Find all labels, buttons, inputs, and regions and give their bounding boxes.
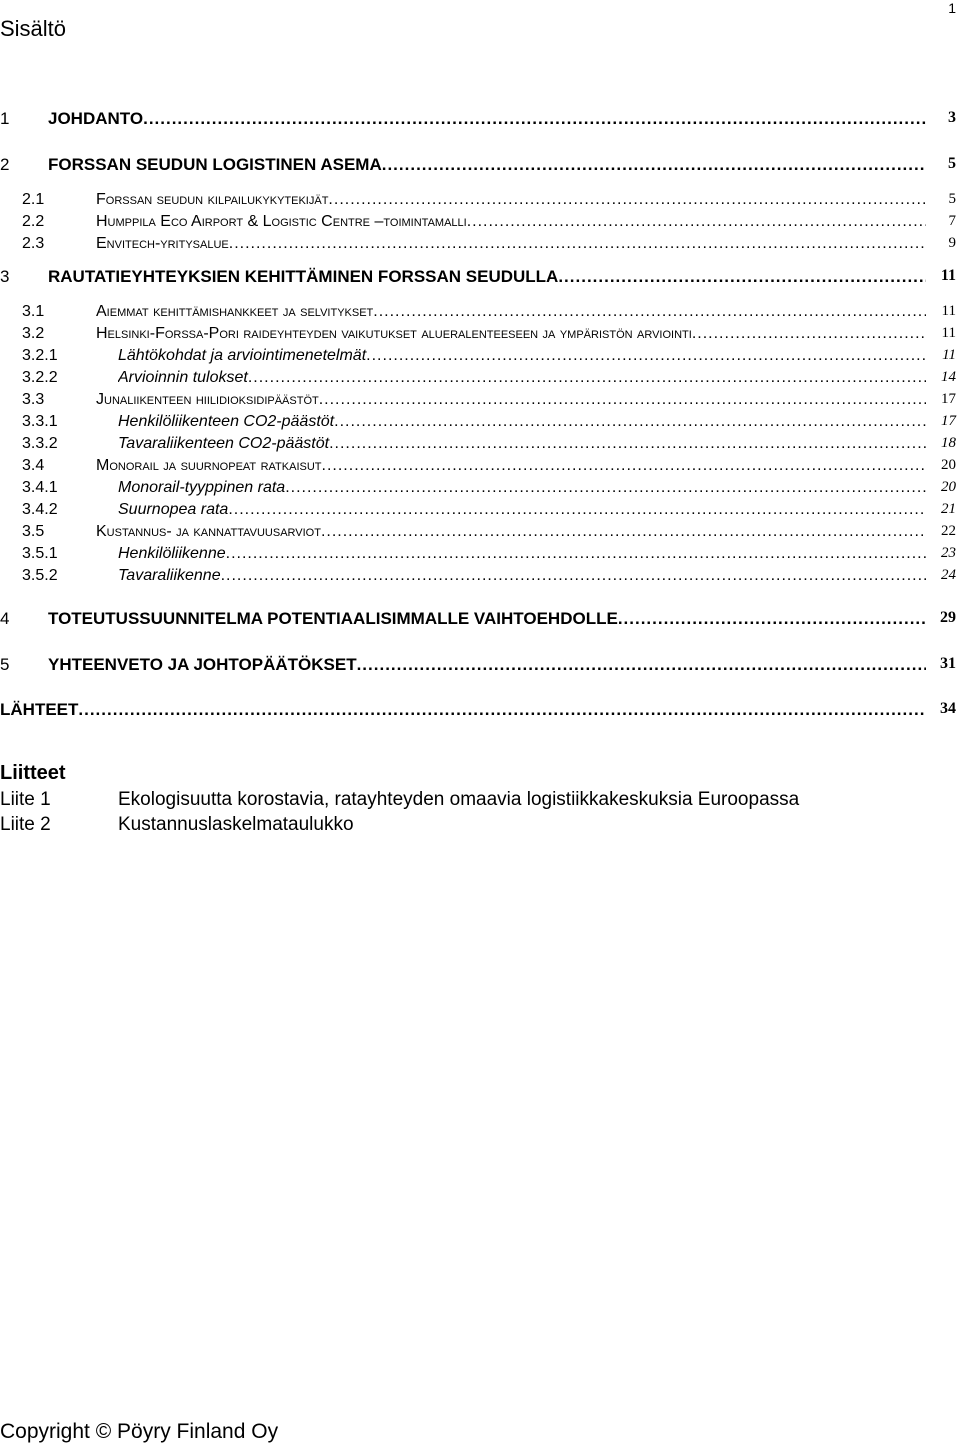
toc-entry-title: Forssan seudun kilpailukykytekijät (96, 191, 329, 208)
dot-leader (322, 457, 926, 475)
dot-leader (248, 369, 926, 387)
dot-leader (373, 303, 926, 321)
dot-leader (143, 109, 926, 129)
toc-entry-number: 3.5.2 (22, 567, 58, 584)
toc-entry-number: 3.3.2 (22, 435, 58, 452)
toc-entry-title: Tavaraliikenteen CO2-päästöt (118, 435, 330, 452)
toc-entry-title: TOTEUTUSSUUNNITELMA POTENTIAALISIMMALLE VAIHTOEHDOLLE (48, 609, 618, 628)
toc-entry-title: JOHDANTO (48, 109, 144, 128)
toc-entry-number: 3.4 (22, 457, 45, 474)
toc-entry-title: Lähtökohdat ja arviointimenetelmät (118, 347, 367, 364)
toc-entry-title: FORSSAN SEUDUN LOGISTINEN ASEMA (48, 155, 382, 174)
dot-leader (467, 213, 926, 231)
toc-entry-title: Henkilöliikenteen CO2-päästöt (118, 413, 335, 430)
page-number: 1 (948, 0, 956, 16)
toc-entry-page: 31 (940, 655, 956, 672)
appendix-text: Ekologisuutta korostavia, ratayhteyden omaavia logistiikkakeskuksia Euroopassa (118, 789, 800, 810)
dot-leader (329, 435, 926, 453)
toc-entry-title: YHTEENVETO JA JOHTOPÄÄTÖKSET (48, 655, 357, 674)
dot-leader (558, 267, 926, 287)
toc-entry-page: 7 (948, 213, 956, 229)
toc-entry-title: Suurnopea rata (118, 501, 229, 518)
copyright-footer: Copyright © Pöyry Finland Oy (0, 1420, 279, 1443)
dot-leader (618, 609, 926, 629)
toc-entry-page: 21 (941, 501, 956, 517)
toc-entry-number: 5 (0, 655, 10, 674)
toc-entry-page: 23 (941, 545, 956, 561)
toc-entry-page: 5 (948, 191, 956, 207)
toc-entry-page: 11 (941, 325, 956, 341)
toc-entry-title: RAUTATIEYHTEYKSIEN KEHITTÄMINEN FORSSAN SEUDULLA (48, 267, 559, 286)
dot-leader (357, 655, 926, 675)
toc-entry-title: Junaliikenteen hiilidioksidipäästöt (96, 391, 319, 408)
toc-entry-number: 2.2 (22, 213, 45, 230)
toc-entry-number: 3.2.2 (22, 369, 58, 386)
toc-entry-title: LÄHTEET (0, 700, 79, 719)
toc-heading: Sisältö (0, 16, 67, 41)
dot-leader (228, 501, 926, 519)
toc-entry-page: 20 (941, 479, 956, 495)
toc-entry-title: Aiemmat kehittämishankkeet ja selvitykset (96, 303, 374, 320)
toc-entry-page: 17 (941, 413, 956, 429)
toc-entry-title: Arvioinnin tulokset (118, 369, 248, 386)
dot-leader (319, 391, 926, 409)
toc-entry-title: Monorail ja suurnopeat ratkaisut (96, 457, 322, 474)
toc-entry-number: 4 (0, 609, 10, 628)
dot-leader (692, 325, 926, 343)
dot-leader (382, 155, 926, 175)
appendix-label: Liite 1 (0, 789, 51, 810)
toc-entry-number: 3.2.1 (22, 347, 58, 364)
toc-entry-page: 34 (940, 700, 956, 717)
toc-entry-number: 3.2 (22, 325, 45, 342)
toc-entry-page: 11 (940, 267, 956, 284)
toc-entry-number: 3 (0, 267, 10, 286)
toc-entry-page: 22 (941, 523, 956, 539)
toc-entry-title: Humppila Eco Airport & Logistic Centre –toimintamalli (96, 213, 467, 230)
dot-leader (226, 545, 926, 563)
toc-entry-page: 9 (948, 235, 956, 251)
toc-entry-page: 5 (948, 155, 956, 172)
dot-leader (334, 413, 926, 431)
toc-entry-page: 24 (941, 567, 956, 583)
toc-entry-page: 18 (941, 435, 956, 451)
toc-entry-title: Kustannus- ja kannattavuusarviot (96, 523, 321, 540)
toc-entry-number: 2.3 (22, 235, 45, 252)
toc-entry-number: 3.4.2 (22, 501, 58, 518)
dot-leader (229, 235, 926, 253)
toc-entry-title: Envitech-yritysalue (96, 235, 229, 252)
appendix-label: Liite 2 (0, 814, 51, 835)
dot-leader (366, 347, 926, 365)
dot-leader (78, 700, 926, 720)
dot-leader (285, 479, 926, 497)
toc-entry-title: Tavaraliikenne (118, 567, 221, 584)
toc-entry-number: 3.4.1 (22, 479, 58, 496)
appendix-text: Kustannuslaskelmataulukko (118, 814, 354, 835)
dot-leader (221, 567, 926, 585)
toc-entry-page: 17 (941, 391, 956, 407)
toc-entry-number: 3.5 (22, 523, 45, 540)
toc-entry-page: 3 (948, 109, 956, 126)
toc-entry-number: 2 (0, 155, 10, 174)
toc-entry-page: 11 (942, 347, 956, 363)
dot-leader (321, 523, 926, 541)
toc-entry-number: 3.5.1 (22, 545, 58, 562)
toc-entry-page: 29 (940, 609, 956, 626)
toc-entry-page: 11 (941, 303, 956, 319)
appendices-heading: Liitteet (0, 762, 66, 784)
toc-entry-title: Helsinki-Forssa-Pori raideyhteyden vaikutukset alueralenteeseen ja ympäristön arviointi (96, 325, 692, 342)
toc-entry-title: Henkilöliikenne (118, 545, 226, 562)
toc-entry-number: 3.3.1 (22, 413, 58, 430)
toc-entry-number: 2.1 (22, 191, 45, 208)
toc-entry-number: 1 (0, 109, 10, 128)
toc-entry-page: 14 (941, 369, 956, 385)
dot-leader (328, 191, 926, 209)
toc-entry-page: 20 (941, 457, 956, 473)
toc-entry-title: Monorail-tyyppinen rata (118, 479, 286, 496)
toc-entry-number: 3.1 (22, 303, 45, 320)
toc-entry-number: 3.3 (22, 391, 45, 408)
